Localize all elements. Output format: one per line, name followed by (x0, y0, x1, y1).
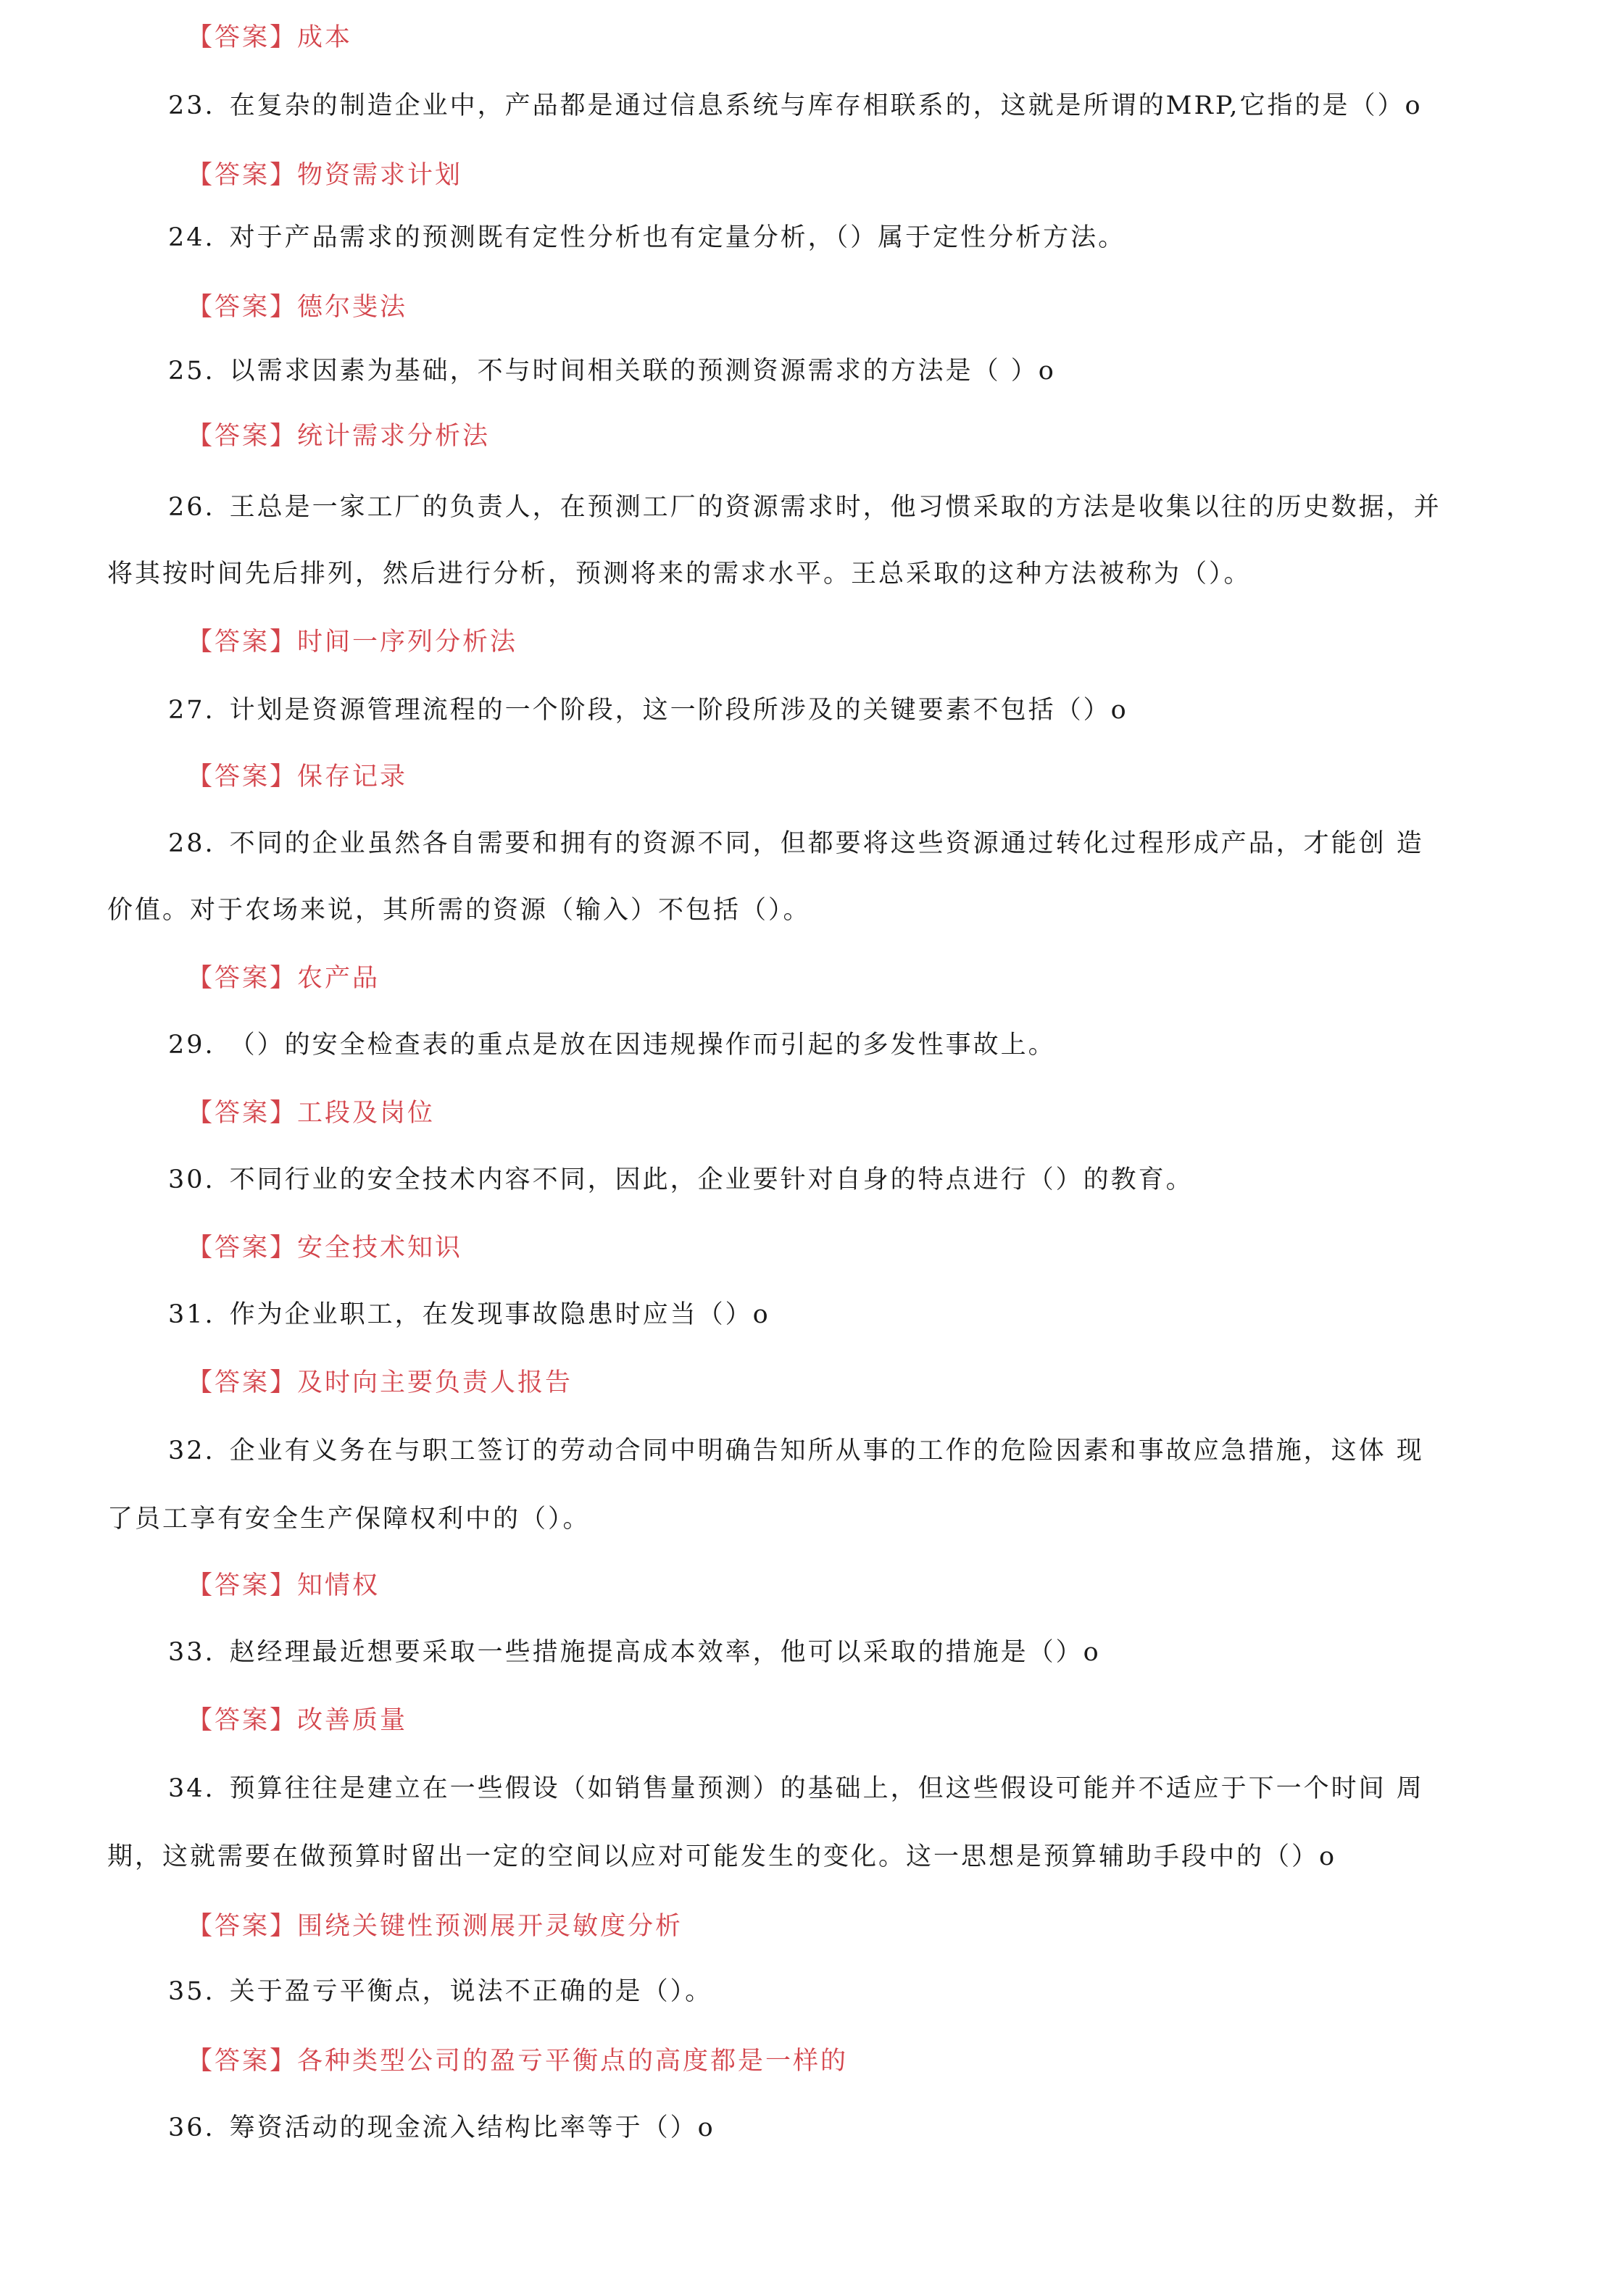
question-text: 不同行业的安全技术内容不同，因此，企业要针对自身的特点进行（）的教育。 (229, 1165, 1194, 1194)
question-text: 企业有义务在与职工签订的劳动合同中明确告知所从事的工作的危险因素和事故应急措施，这体 现 (229, 1436, 1424, 1465)
question-text: 筹资活动的现金流入结构比率等于（）o (229, 2113, 715, 2142)
answer-line: 【答案】知情权 (187, 1571, 380, 1600)
question-text: 计划是资源管理流程的一个阶段，这一阶段所涉及的关键要素不包括（）o (229, 696, 1128, 725)
question-continuation: 将其按时间先后排列，然后进行分析，预测将来的需求水平。王总采取的这种方法被称为（）。 (107, 560, 1252, 588)
answer-line: 【答案】工段及岗位 (187, 1099, 436, 1128)
question-text: 预算往往是建立在一些假设（如销售量预测）的基础上，但这些假设可能并不适应于下一个时间 周 (229, 1774, 1424, 1803)
question-number: 25. (168, 357, 215, 386)
question-line (168, 1164, 1194, 1196)
question-line (168, 1773, 1424, 1805)
question-number: 28. (168, 829, 215, 858)
question-line (168, 1976, 712, 2008)
question-line (168, 491, 1442, 523)
answer-line: 【答案】及时向主要负责人报告 (187, 1368, 573, 1397)
question-number: 36. (168, 2113, 215, 2142)
answer-line: 【答案】成本 (187, 23, 353, 52)
answer-line: 【答案】物资需求计划 (187, 161, 463, 190)
answer-line: 【答案】农产品 (187, 964, 380, 993)
question-line (168, 1299, 770, 1331)
question-line (168, 1029, 1056, 1061)
question-continuation: 了员工享有安全生产保障权利中的（）。 (107, 1505, 591, 1534)
question-line (168, 90, 1423, 122)
answer-line: 【答案】安全技术知识 (187, 1234, 463, 1263)
question-continuation: 期，这就需要在做预算时留出一定的空间以应对可能发生的变化。这一思想是预算辅助手段中的（）o (107, 1842, 1337, 1871)
question-line (168, 2112, 715, 2144)
question-number: 26. (168, 493, 215, 522)
question-number: 24. (168, 223, 215, 252)
question-text: 王总是一家工厂的负责人，在预测工厂的资源需求时，他习惯采取的方法是收集以往的历史数据，并 (229, 493, 1442, 522)
answer-line: 【答案】时间一序列分析法 (187, 628, 518, 657)
answer-line: 【答案】保存记录 (187, 762, 408, 791)
answer-line: 【答案】各种类型公司的盈亏平衡点的高度都是一样的 (187, 2047, 849, 2076)
question-line (168, 222, 1126, 254)
question-number: 33. (168, 1638, 215, 1667)
question-number: 30. (168, 1165, 215, 1194)
question-line (168, 694, 1128, 726)
question-number: 29. (168, 1031, 215, 1060)
question-line (168, 355, 1056, 387)
question-text: 以需求因素为基础，不与时间相关联的预测资源需求的方法是（ ）o (229, 357, 1056, 386)
question-line (168, 1435, 1424, 1467)
answer-line: 【答案】围绕关键性预测展开灵敏度分析 (187, 1912, 683, 1941)
question-text: 不同的企业虽然各自需要和拥有的资源不同，但都要将这些资源通过转化过程形成产品，才能创 造 (229, 829, 1424, 858)
question-number: 34. (168, 1774, 215, 1803)
question-text: （）的安全检查表的重点是放在因违规操作而引起的多发性事故上。 (229, 1031, 1056, 1060)
question-text: 作为企业职工，在发现事故隐患时应当（）o (229, 1300, 770, 1329)
question-line (168, 1636, 1101, 1668)
question-continuation: 价值。对于农场来说，其所需的资源（输入）不包括（）。 (107, 896, 811, 925)
question-line (168, 828, 1424, 860)
question-text: 赵经理最近想要采取一些措施提高成本效率，他可以采取的措施是（）o (229, 1638, 1101, 1667)
question-number: 31. (168, 1300, 215, 1329)
question-text: 在复杂的制造企业中，产品都是通过信息系统与库存相联系的，这就是所谓的MRP,它指的是（）o (229, 91, 1423, 120)
question-number: 23. (168, 91, 215, 120)
answer-line: 【答案】德尔斐法 (187, 293, 408, 322)
answer-line: 【答案】统计需求分析法 (187, 422, 491, 451)
question-number: 27. (168, 696, 215, 725)
question-number: 32. (168, 1436, 215, 1465)
question-text: 对于产品需求的预测既有定性分析也有定量分析，（）属于定性分析方法。 (229, 223, 1126, 252)
question-number: 35. (168, 1977, 215, 2006)
question-text: 关于盈亏平衡点，说法不正确的是（）。 (229, 1977, 713, 2006)
answer-line: 【答案】改善质量 (187, 1706, 408, 1735)
